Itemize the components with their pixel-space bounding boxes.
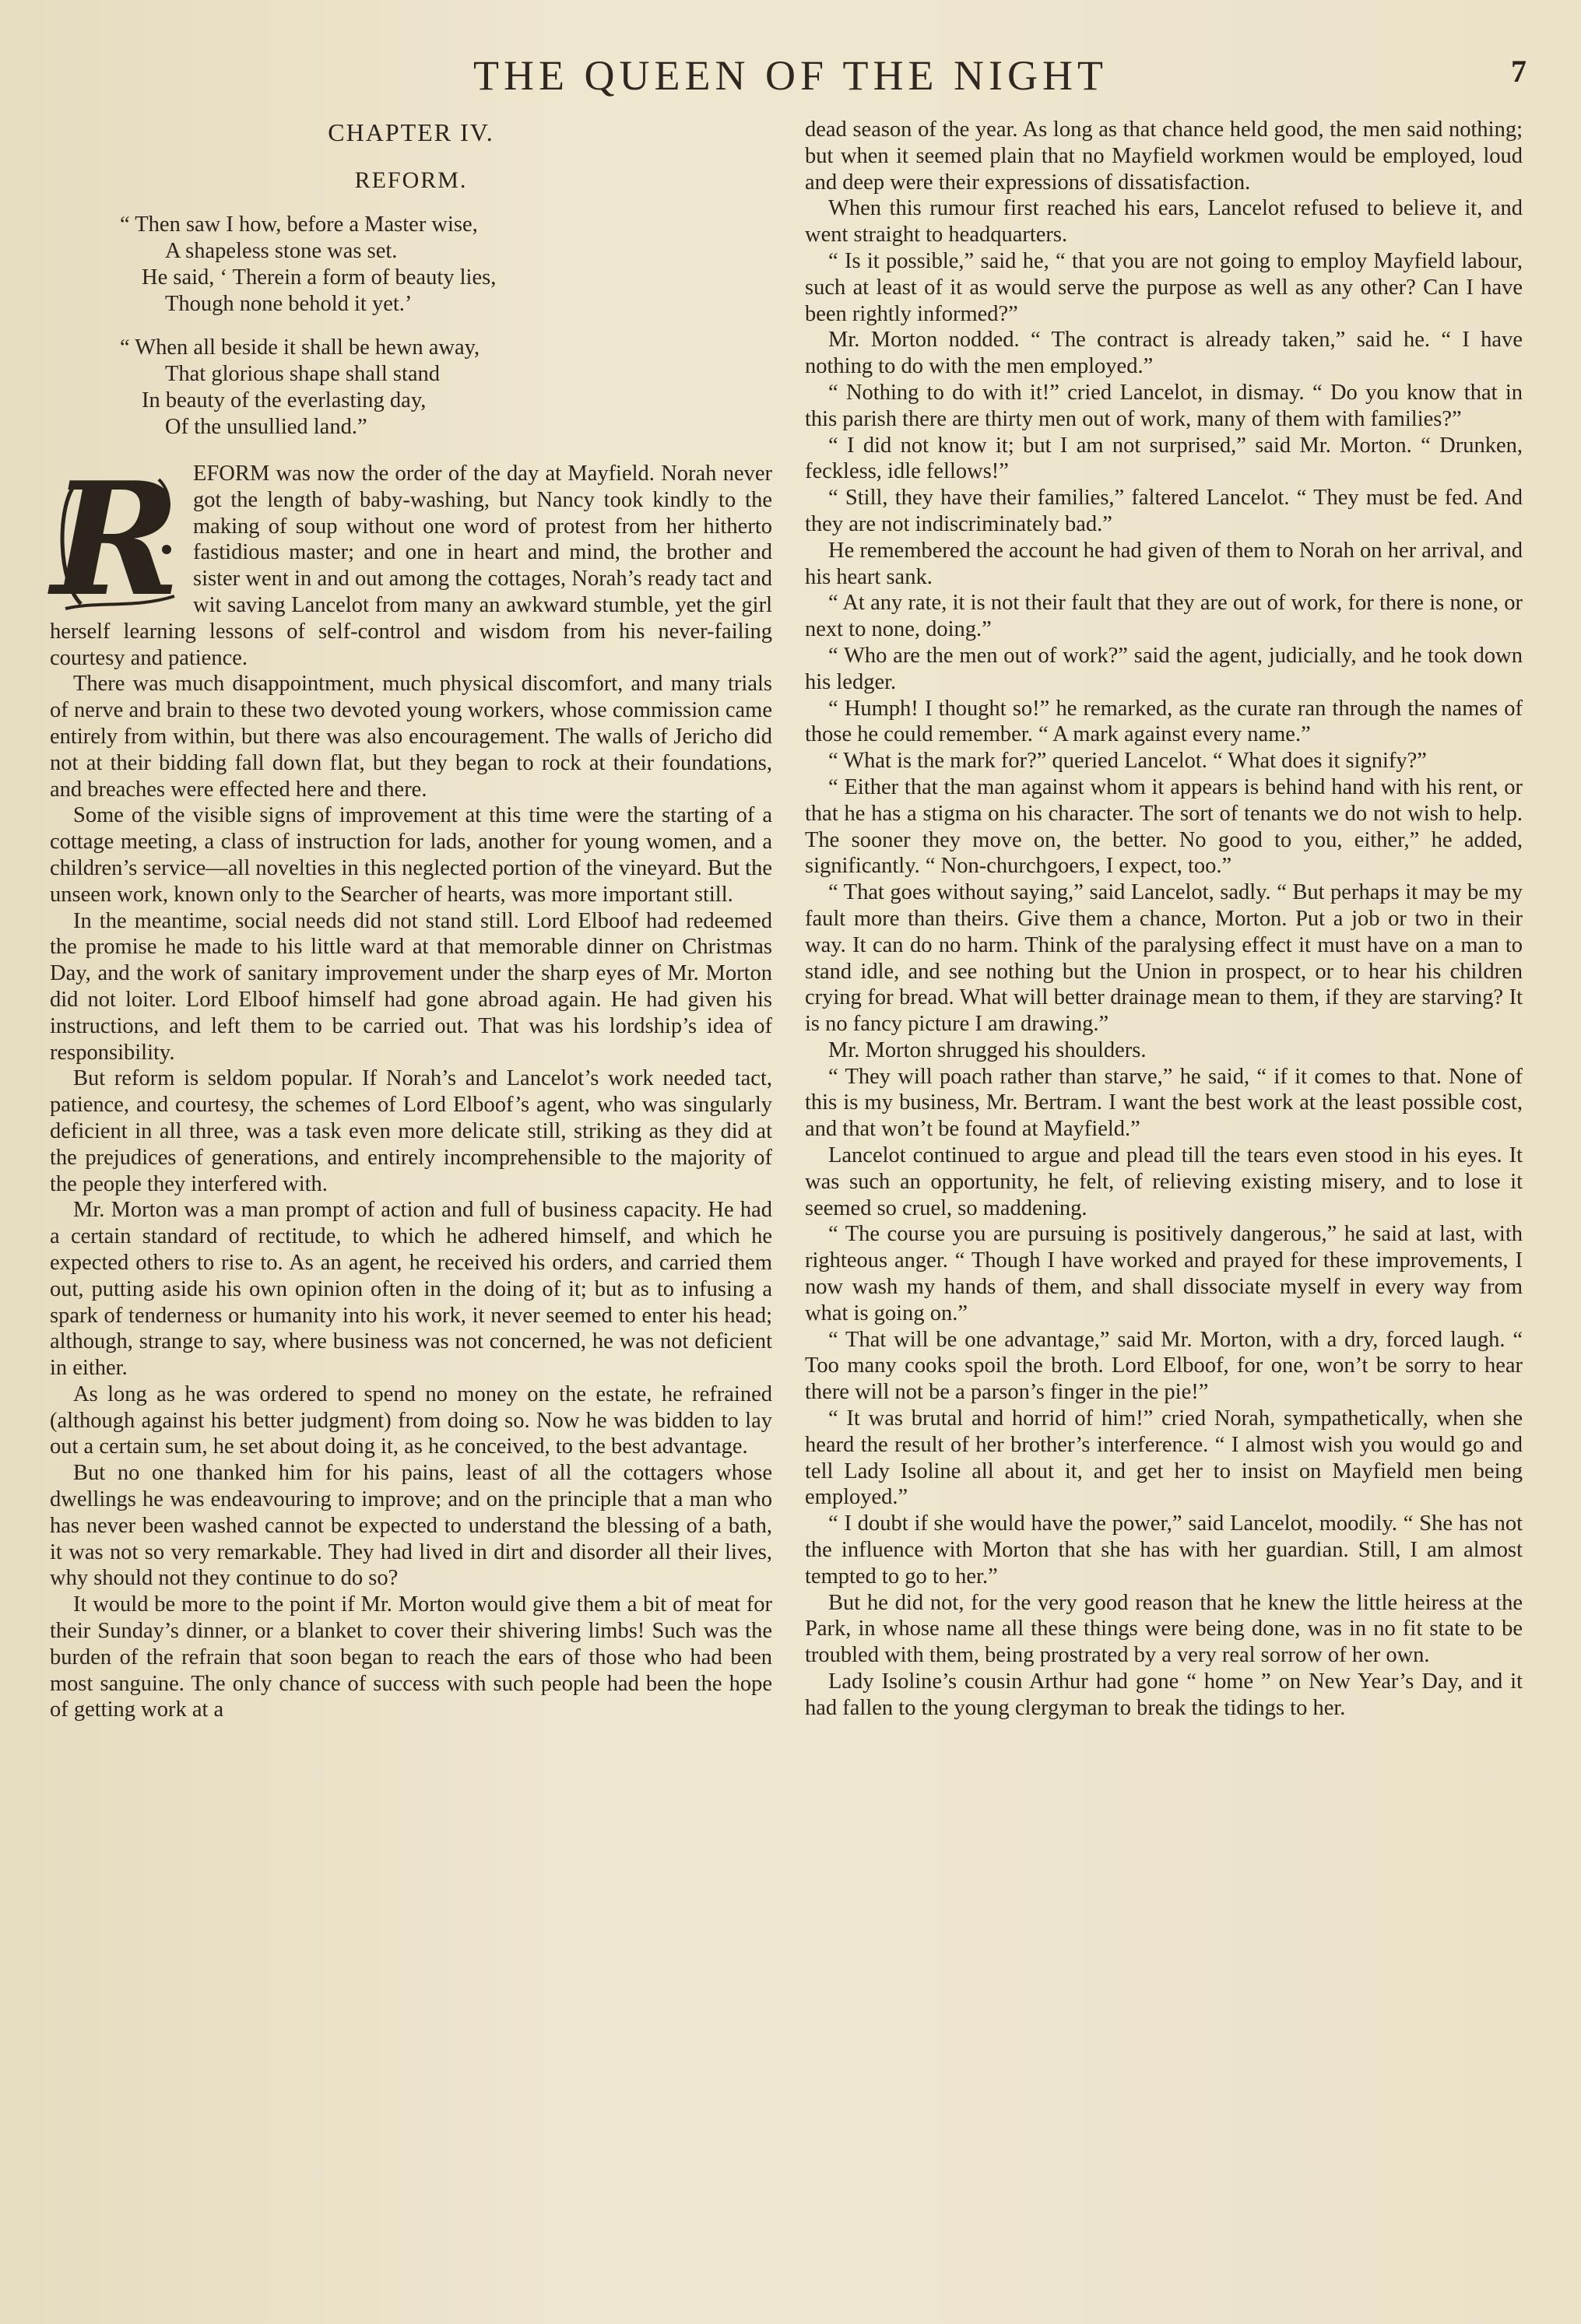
poem-line: That glorious shape shall stand	[165, 362, 441, 386]
paragraph: dead season of the year. As long as that chance held good, the men said nothing; but when it seemed plain that no Mayfield workmen would be employed, loud and deep were their expressions of dissatisfaction.	[805, 118, 1523, 195]
paragraph: There was much disappointment, much physical discomfort, and many trials of nerve and brain to these two devoted young workers, whose commission came entirely from within, but there was also encouragement. The walls of Jericho did not at their bidding fall down flat, but they began to rock at their foundations, and breaches were effected here and there.	[50, 672, 772, 802]
poem-stanza	[120, 212, 772, 318]
paragraph: Mr. Morton nodded. “ The contract is already taken,” said he. “ I have nothing to do with the men employed.”	[805, 328, 1523, 379]
paragraph: Lady Isoline’s cousin Arthur had gone “ home ” on New Year’s Day, and it had fallen to the young clergyman to break the tidings to her.	[805, 1669, 1523, 1720]
paragraph: “ That goes without saying,” said Lancelot, sadly. “ But perhaps it may be my fault more than theirs. Give them a chance, Morton. Put a job or two in their way. It can do no harm. Think of the paralysing effect it must have on a man to stand idle, and see nothing but the Union in prospect, or to hear his children crying for bread. What will better drainage mean to them, if they are starving? It is no fancy picture I am drawing.”	[805, 880, 1523, 1037]
paragraph: “ Either that the man against whom it appears is behind hand with his rent, or that he has a stigma on his character. The sort of tenants we do not wish to help. The sooner they move on, the better. No good to you, either,” he added, significantly. “ Non-churchgoers, I expect, too.”	[805, 774, 1523, 879]
paragraph: “ That will be one advantage,” said Mr. Morton, with a dry, forced laugh. “ Too many cooks spoil the broth. Lord Elboof, for one, won’t be sorry to hear there will not be a parson’s finger in the pie!”	[805, 1327, 1523, 1405]
poem-line: “ Then saw I how, before a Master wise,	[120, 212, 478, 237]
paragraph: “ It was brutal and horrid of him!” cried Norah, sympathetically, when she heard the result of her brother’s interference. “ I almost wish you would go and tell Lady Isoline all about it, and get her to insist on Mayfield men being employed.”	[805, 1406, 1523, 1510]
running-title: THE QUEEN OF THE NIGHT	[473, 52, 1108, 99]
paragraph: Mr. Morton was a man prompt of action and full of business capacity. He had a certain standard of rectitude, to which he adhered himself, and which he expected others to rise to. As an agent, he received his orders, and carried them out, putting aside his own opinion often in the doing of it; but as to infusing a spark of tenderness or humanity into his work, it never seemed to enter his head; although, strange to say, where business was not concerned, he was not deficient in either.	[50, 1198, 772, 1381]
poem-line: A shapeless stone was set.	[165, 239, 398, 263]
chapter-number: CHAPTER IV.	[328, 118, 494, 146]
paragraph: Lancelot continued to argue and plead till the tears even stood in his eyes. It was such an opportunity, he felt, of relieving existing misery, and to lose it seemed so cruel, so maddening.	[805, 1143, 1523, 1220]
paragraph: “ Humph! I thought so!” he remarked, as the curate ran through the names of those he could remember. “ A mark against every name.”	[805, 696, 1523, 747]
paragraph: EFORM was now the order of the day at Mayfield. Norah never got the length of baby-washing, but Nancy took kindly to the making of soup without one word of protest from her hitherto fastidious master; and one in heart and mind, the brother and sister went in and out among the cottages, Norah’s ready tact and wit saving Lancelot from many an awkward stumble, yet the girl herself learning lessons of self-control and wisdom from his never-failing courtesy and patience.	[50, 462, 772, 670]
dropcap-letter: R	[51, 448, 181, 631]
right-column	[805, 117, 1523, 1722]
paragraph: It would be more to the point if Mr. Morton would give them a bit of meat for their Sunday’s dinner, or a blanket to cover their shivering limbs! Such was the burden of the refrain that soon began to reach the ears of those who had been most sanguine. The only chance of success with such people had been the hope of getting work at a	[50, 1592, 772, 1722]
paragraph: But he did not, for the very good reason that he knew the little heiress at the Park, in whose name all these things were being done, was in no fit state to be troubled with them, being prostrated by a very real sorrow of her own.	[805, 1590, 1523, 1668]
left-column	[50, 117, 772, 1723]
poem-stanza	[120, 335, 772, 441]
paragraph: “ They will poach rather than starve,” he said, “ if it comes to that. None of this is my business, Mr. Bertram. I want the best work at the least possible cost, and that won’t be found at Mayfield.”	[805, 1064, 1523, 1142]
paragraph: “ Nothing to do with it!” cried Lancelot, in dismay. “ Do you know that in this parish there are thirty men out of work, many of them with families?”	[805, 380, 1523, 431]
paragraph: “ Is it possible,” said he, “ that you are not going to employ Mayfield labour, such at least of it as would serve the purpose as well as any other? Can I have been rightly informed?”	[805, 248, 1523, 326]
paragraph: “ I doubt if she would have the power,” said Lancelot, moodily. “ She has not the influence with Morton that she has with her guardian. Still, I am almost tempted to go to her.”	[805, 1511, 1523, 1589]
poem-line: He said, ‘ Therein a form of beauty lies,	[142, 265, 497, 290]
paragraph: He remembered the account he had given of them to Norah on her arrival, and his heart sank.	[805, 538, 1523, 589]
paragraph: “ What is the mark for?” queried Lancelot. “ What does it signify?”	[828, 749, 1427, 774]
poem-line: In beauty of the everlasting day,	[142, 388, 427, 412]
decorative-initial-r	[50, 448, 182, 631]
paragraph: As long as he was ordered to spend no money on the estate, he refrained (although against his better judgment) from doing so. Now he was bidden to lay out a certain sum, he set about doing it, as he conceived, to the best advantage.	[50, 1381, 772, 1459]
page-header	[0, 48, 1581, 103]
poem-line: Of the unsullied land.”	[165, 415, 367, 439]
paragraph: “ Still, they have their families,” faltered Lancelot. “ They must be fed. And they are not indiscriminately bad.”	[805, 486, 1523, 536]
page-number: 7	[1511, 54, 1527, 89]
paragraph: But no one thanked him for his pains, least of all the cottagers whose dwellings he was endeavouring to improve; and on the principle that a man who has never been washed cannot be expected to understand the blessing of a bath, it was not so very remarkable. They had lived in dirt and disorder all their lives, why should not they continue to do so?	[50, 1461, 772, 1591]
paragraph: Mr. Morton shrugged his shoulders.	[828, 1037, 1147, 1062]
paragraph: “ I did not know it; but I am not surprised,” said Mr. Morton. “ Drunken, feckless, idle fellows!”	[805, 433, 1523, 484]
poem-line: “ When all beside it shall be hewn away,	[120, 335, 480, 360]
paragraph: When this rumour first reached his ears, Lancelot refused to believe it, and went straight to headquarters.	[805, 196, 1523, 247]
paragraph: In the meantime, social needs did not stand still. Lord Elboof had redeemed the promise he made to his little ward at that memorable dinner on Christmas Day, and the work of sanitary improvement under the sharp eyes of Mr. Morton did not loiter. Lord Elboof himself had gone abroad again. He had given his instructions, and left them to be carried out. That was his lordship’s idea of responsibility.	[50, 908, 772, 1065]
paragraph: “ Who are the men out of work?” said the agent, judicially, and he took down his ledger.	[805, 643, 1523, 694]
paragraph: “ The course you are pursuing is positively dangerous,” he said at last, with righteous anger. “ Though I have worked and prayed for these improvements, I now wash my hands of them, and shall dissociate myself in every way from what is going on.”	[805, 1222, 1523, 1325]
paragraph: But reform is seldom popular. If Norah’s and Lancelot’s work needed tact, patience, and courtesy, the schemes of Lord Elboof’s agent, who was singularly deficient in all three, was a task even more delicate still, striking as they did at the prejudices of generations, and entirely incomprehensible to the majority of the people they interfered with.	[50, 1066, 772, 1196]
poem-line: Though none behold it yet.’	[165, 292, 413, 316]
epigraph-poem	[120, 212, 772, 441]
paragraph: “ At any rate, it is not their fault that they are out of work, for there is none, or next to none, doing.”	[805, 591, 1523, 642]
paragraph: Some of the visible signs of improvement at this time were the starting of a cottage meeting, a class of instruction for lads, another for young women, and a children’s service—all novelties in this neglected portion of the vineyard. But the unseen work, known only to the Searcher of hearts, was more important still.	[50, 803, 772, 907]
chapter-title: REFORM.	[354, 167, 468, 193]
